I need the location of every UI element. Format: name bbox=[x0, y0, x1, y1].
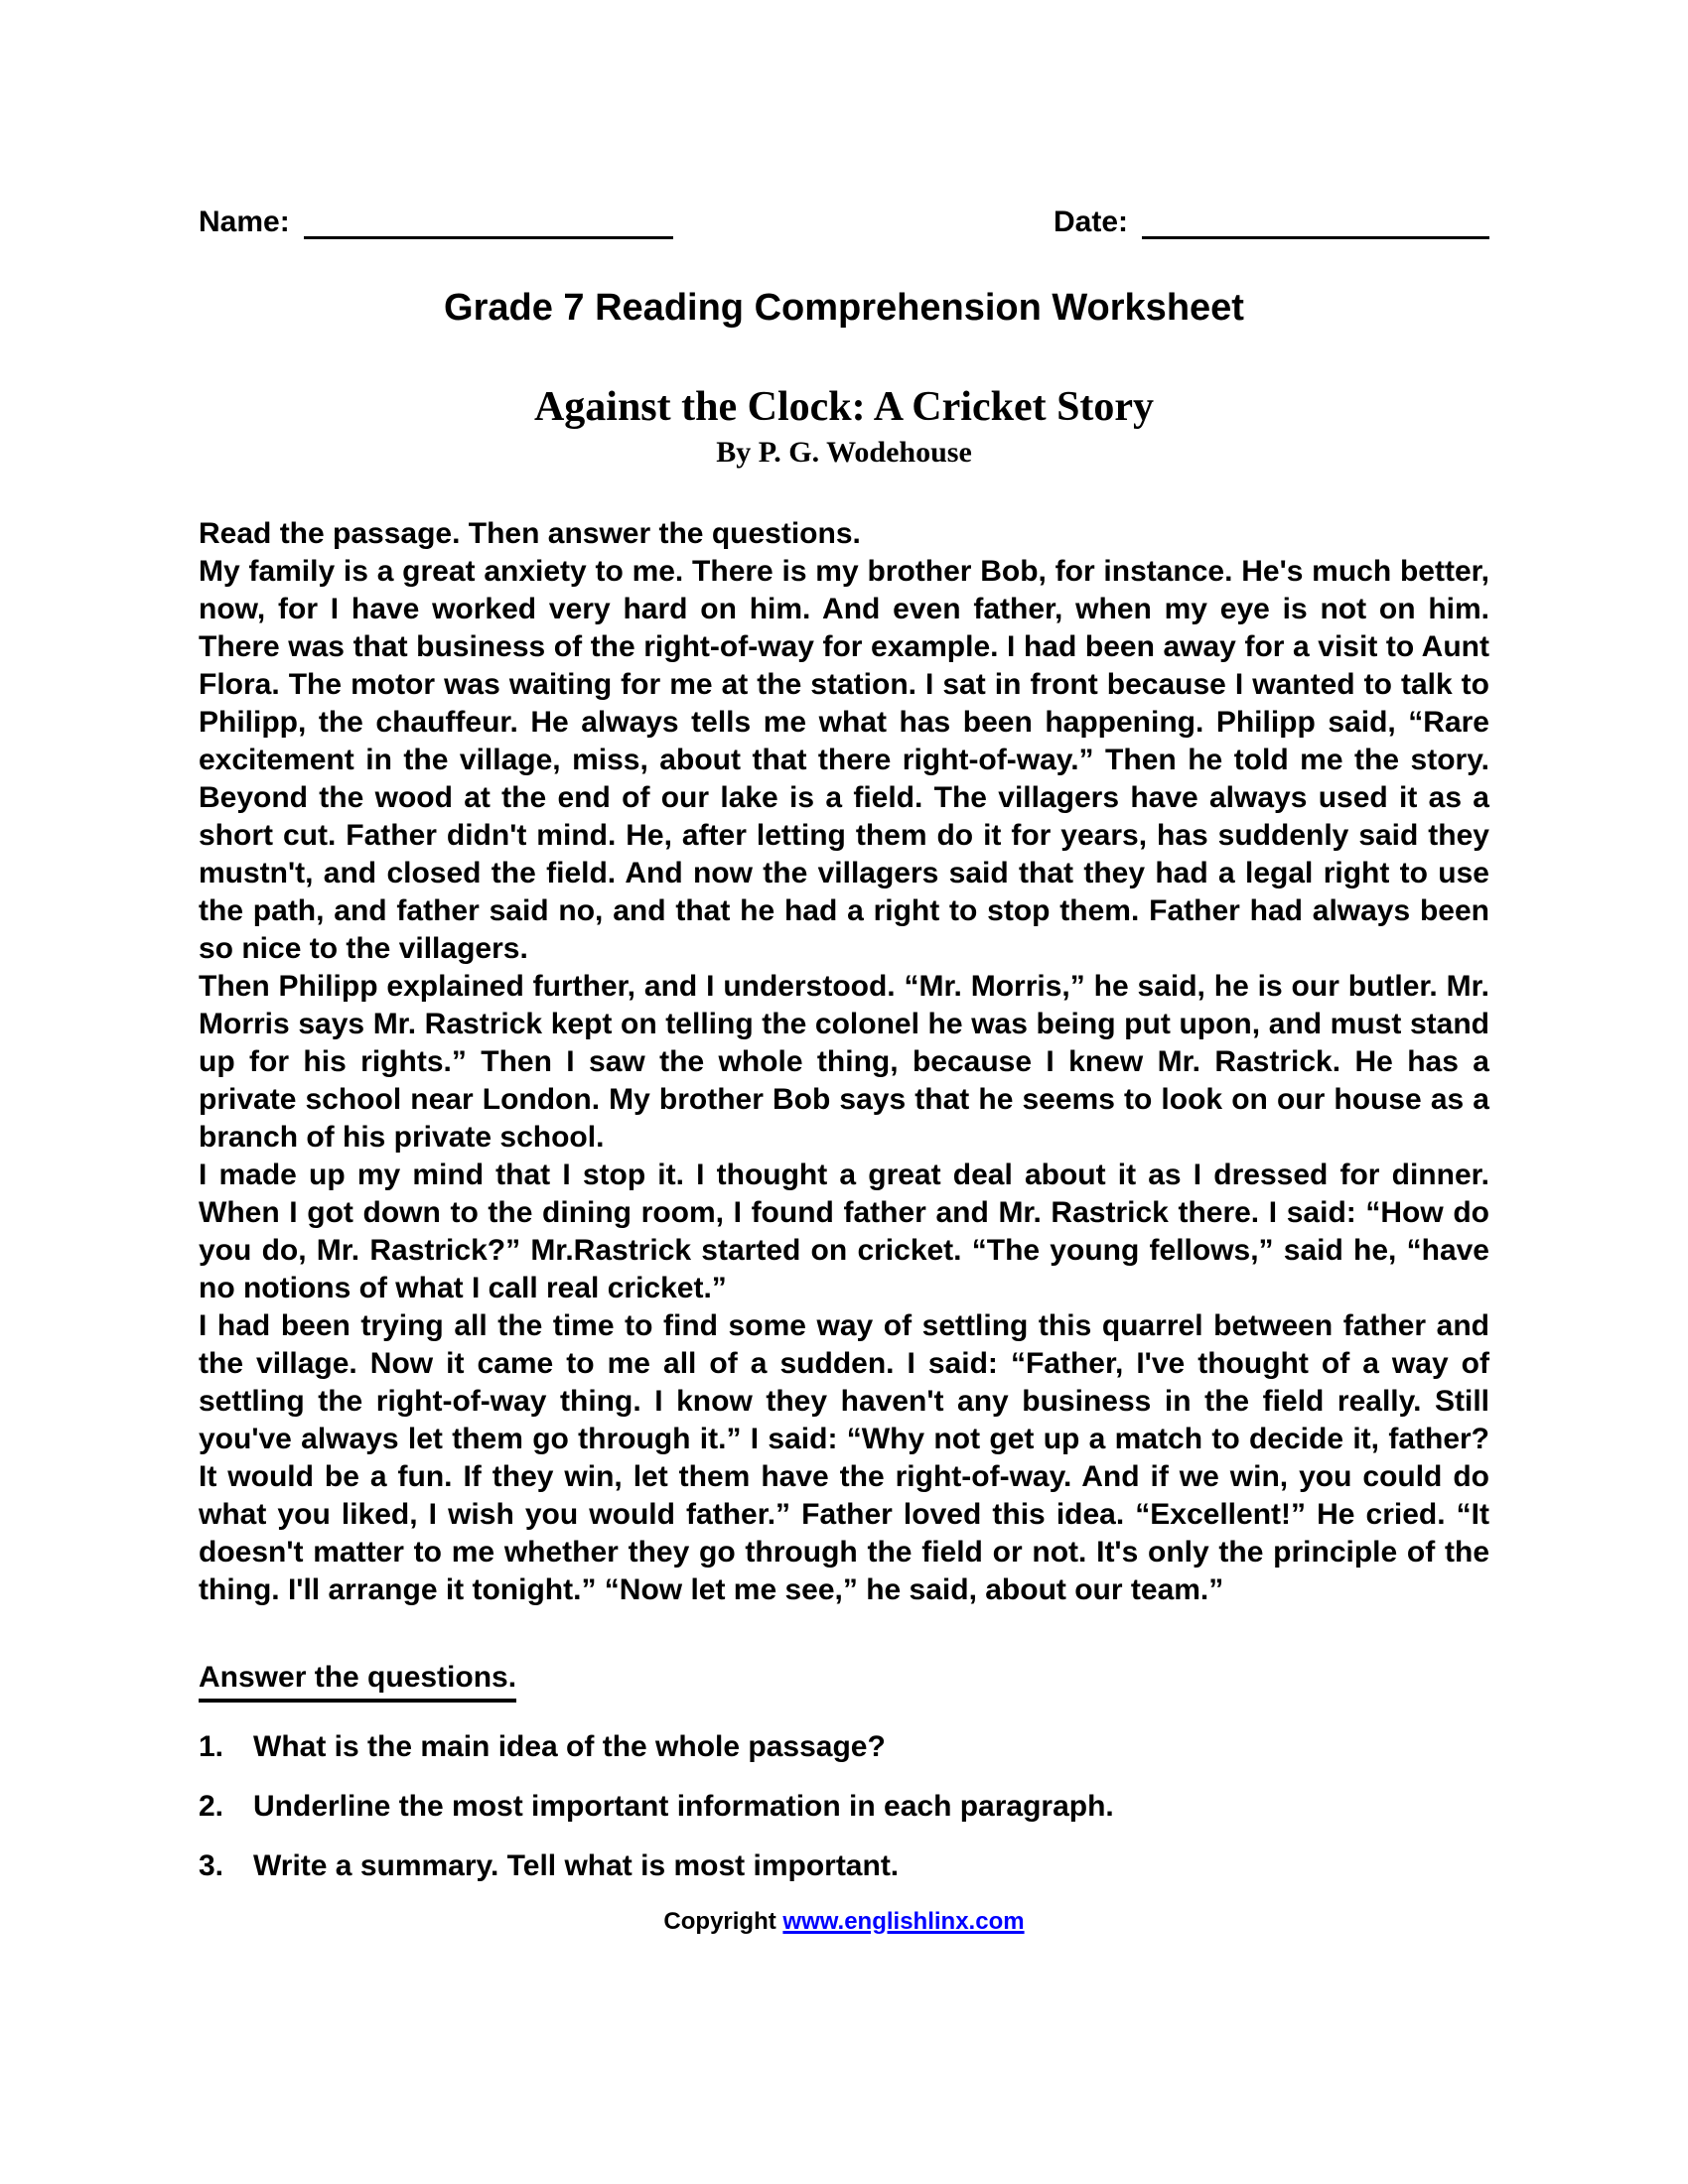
question-item bbox=[199, 1788, 1489, 1826]
passage-paragraphs bbox=[199, 553, 1489, 1609]
copyright-label: Copyright bbox=[663, 1908, 776, 1935]
passage-paragraph: I made up my mind that I stop it. I thought a great deal about it as I dressed for dinner. When I got down to the dining room, I found father and Mr. Rastrick there. I said: “How do you do, Mr. Rastrick?” Mr.Rastrick started on cricket. “The young fellows,” said he, “have no notions of what I call real cricket.” bbox=[199, 1159, 1489, 1304]
date-label: Date: bbox=[1053, 205, 1128, 238]
passage-block bbox=[199, 515, 1489, 1609]
englishlinx-link[interactable]: www.englishlinx.com bbox=[782, 1908, 1025, 1935]
question-number: 2. bbox=[199, 1790, 224, 1823]
question-list bbox=[199, 1728, 1489, 1885]
question-text: Underline the most important information in each paragraph. bbox=[253, 1790, 1114, 1823]
question-text: What is the main idea of the whole passage? bbox=[253, 1730, 886, 1763]
name-field bbox=[199, 204, 673, 241]
name-label: Name: bbox=[199, 205, 290, 238]
worksheet-title: Grade 7 Reading Comprehension Worksheet bbox=[444, 287, 1244, 329]
date-field bbox=[1054, 204, 1489, 241]
footer bbox=[199, 1907, 1489, 1937]
question-number: 3. bbox=[199, 1849, 224, 1882]
passage-instructions: Read the passage. Then answer the questions. bbox=[199, 517, 861, 550]
passage-paragraph: Then Philipp explained further, and I understood. “Mr. Morris,” he said, he is our butler. Mr. Morris says Mr. Rastrick kept on telling the colonel he was being put upon, and must stand up for his rights.” Then I saw the whole thing, because I knew Mr. Rastrick. He has a private school near London. My brother Bob says that he seems to look on our house as a branch of his private school. bbox=[199, 970, 1489, 1154]
question-number: 1. bbox=[199, 1730, 224, 1763]
question-item bbox=[199, 1728, 1489, 1766]
passage-paragraph: My family is a great anxiety to me. There is my brother Bob, for instance. He's much better, now, for I have worked very hard on him. And even father, when my eye is not on him. There was that business of the right-of-way for example. I had been away for a visit to Aunt Flora. The motor was waiting for me at the station. I sat in front because I wanted to talk to Philipp, the chauffeur. He always tells me what has been happening. Philipp said, “Rare excitement in the village, miss, about that there right-of-way.” Then he told me the story. Beyond the wood at the end of our lake is a field. The villagers have always used it as a short cut. Father didn't mind. He, after letting them do it for years, has suddenly said they mustn't, and closed the field. And now the villagers said that they had a legal right to use the path, and father said no, and that he had a right to stop them. Father had always been so nice to the villagers. bbox=[199, 555, 1489, 965]
name-input-line[interactable] bbox=[304, 206, 673, 239]
answer-heading bbox=[199, 1659, 1489, 1703]
story-byline: By P. G. Wodehouse bbox=[716, 436, 972, 469]
passage-paragraph: I had been trying all the time to find some way of settling this quarrel between father and the village. Now it came to me all of a sudden. I said: “Father, I've thought of a way of settling the right-of-way thing. I know they haven't any business in the field really. Still you've always let them go through it.” I said: “Why not get up a match to decide it, father? It would be a fun. If they win, let them have the right-of-way. And if we win, you could do what you liked, I wish you would father.” Father loved this idea. “Excellent!” He cried. “It doesn't matter to me whether they go through the field or not. It's only the principle of the thing. I'll arrange it tonight.” “Now let me see,” he said, about our team.” bbox=[199, 1309, 1489, 1606]
story-title: Against the Clock: A Cricket Story bbox=[533, 384, 1155, 430]
name-date-row bbox=[199, 204, 1489, 241]
answer-heading-text: Answer the questions. bbox=[199, 1659, 516, 1703]
question-text: Write a summary. Tell what is most important. bbox=[253, 1849, 900, 1882]
question-item bbox=[199, 1847, 1489, 1885]
date-input-line[interactable] bbox=[1142, 206, 1489, 239]
